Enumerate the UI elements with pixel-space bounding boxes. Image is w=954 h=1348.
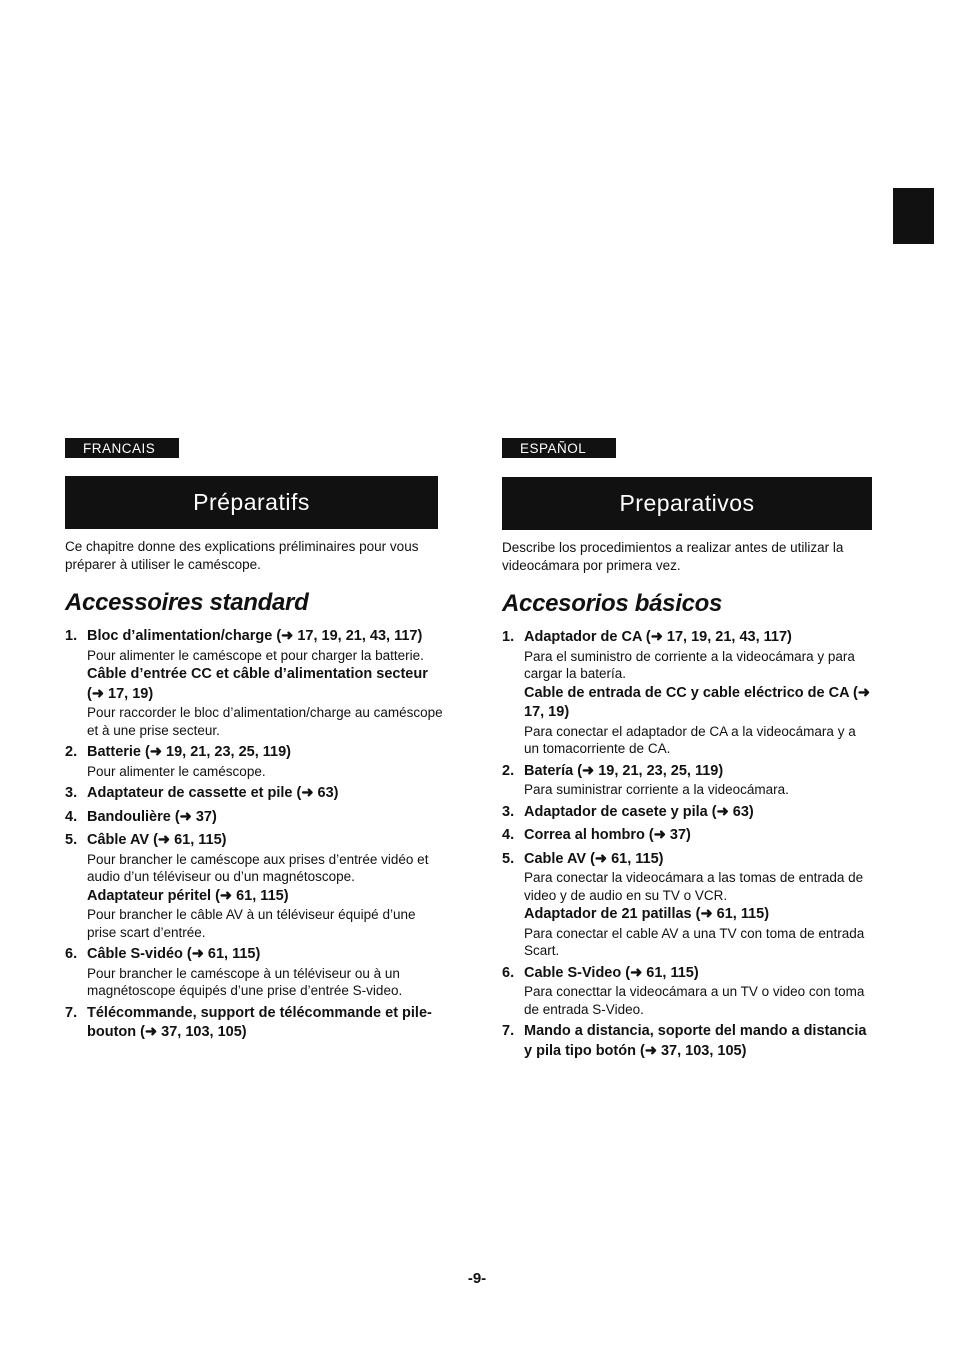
list-item	[502, 826, 874, 846]
item-heading: Bloc d’alimentation/charge (➜ 17, 19, 21, 43, 117)	[87, 628, 423, 644]
list-item	[502, 803, 874, 823]
list-item	[65, 743, 445, 780]
item-body	[524, 1022, 874, 1061]
list-item	[65, 831, 445, 941]
item-number: 7.	[65, 1004, 78, 1021]
item-heading: Mando a distancia, soporte del mando a distancia y pila tipo botón (➜ 37, 103, 105)	[524, 1023, 867, 1059]
item-body	[87, 945, 445, 1000]
item-body	[524, 628, 874, 758]
list-item	[502, 762, 874, 799]
item-heading: Télécommande, support de télécommande et pile-bouton (➜ 37, 103, 105)	[87, 1004, 432, 1040]
item-body	[87, 1004, 445, 1043]
list-item	[65, 808, 445, 828]
item-heading: Adaptador de casete y pila (➜ 63)	[524, 803, 754, 820]
item-number: 1.	[65, 628, 78, 644]
item-number: 3.	[65, 785, 78, 801]
item-description: Para el suministro de corriente a la videocámara y para cargar la batería.	[524, 648, 855, 681]
section-edge-tab	[893, 188, 934, 244]
item-description: Pour brancher le caméscope à un téléviseur ou à un magnétoscope équipés d’une prise d’entrée S-video.	[87, 965, 403, 998]
language-tag: ESPAÑOL	[502, 438, 616, 458]
item-description: Pour alimenter le caméscope.	[87, 763, 266, 779]
chapter-title: Préparatifs	[193, 489, 310, 515]
item-number: 5.	[502, 850, 515, 867]
chapter-title: Preparativos	[619, 490, 755, 516]
item-number: 5.	[65, 832, 78, 848]
item-sub-description: Para conectar el adaptador de CA a la videocámara y a un tomacorriente de CA.	[524, 723, 856, 756]
item-heading: Câble S-vidéo (➜ 61, 115)	[87, 946, 261, 962]
item-subheading: Câble d’entrée CC et câble d’alimentation secteur (➜ 17, 19)	[87, 666, 428, 702]
item-body	[524, 803, 874, 823]
item-subheading: Adaptateur péritel (➜ 61, 115)	[87, 887, 289, 904]
list-item	[65, 1004, 445, 1043]
item-number: 2.	[502, 762, 515, 779]
section-title: Accesorios básicos	[502, 590, 723, 617]
item-number: 4.	[502, 827, 515, 843]
list-item	[502, 964, 874, 1019]
accessory-list	[65, 627, 445, 1043]
item-heading: Batterie (➜ 19, 21, 23, 25, 119)	[87, 744, 291, 760]
list-item	[65, 784, 445, 804]
item-heading: Câble AV (➜ 61, 115)	[87, 832, 227, 848]
item-body	[524, 826, 874, 846]
item-subheading: Cable de entrada de CC y cable eléctrico de CA (➜ 17, 19)	[524, 684, 871, 720]
item-body	[524, 762, 874, 799]
item-heading: Adaptateur de cassette et pile (➜ 63)	[87, 785, 339, 801]
item-number: 3.	[502, 803, 515, 820]
item-description: Para suministrar corriente a la videocámara.	[524, 782, 789, 797]
item-sub-description: Para conectar el cable AV a una TV con toma de entrada Scart.	[524, 925, 865, 958]
item-body	[524, 850, 874, 960]
item-body	[87, 627, 445, 739]
column-french	[65, 438, 445, 1047]
item-sub-description: Pour raccorder le bloc d’alimentation/charge au caméscope et à une prise secteur.	[87, 705, 443, 738]
chapter-title-bar	[65, 476, 438, 529]
item-number: 1.	[502, 629, 515, 645]
item-number: 7.	[502, 1023, 515, 1039]
chapter-intro: Describe los procedimientos a realizar antes de utilizar la videocámara por primera vez.	[502, 540, 844, 573]
accessory-list	[502, 628, 874, 1061]
item-heading: Adaptador de CA (➜ 17, 19, 21, 43, 117)	[524, 629, 792, 645]
item-heading: Cable AV (➜ 61, 115)	[524, 850, 664, 867]
item-heading: Correa al hombro (➜ 37)	[524, 827, 691, 843]
item-description: Para conecttar la videocámara a un TV o video con toma de entrada S-Video.	[524, 984, 865, 1017]
item-number: 6.	[502, 964, 515, 981]
item-description: Pour alimenter le caméscope et pour charger la batterie.	[87, 647, 424, 663]
item-description: Para conectar la videocámara a las tomas de entrada de video y de audio en su TV o VCR.	[524, 870, 864, 903]
page-number: -9-	[467, 1270, 487, 1287]
item-sub-description: Pour brancher le câble AV à un téléviseur équipé d’une prise scart d’entrée.	[87, 907, 416, 940]
item-body	[87, 808, 445, 828]
item-subheading: Adaptador de 21 patillas (➜ 61, 115)	[524, 906, 770, 922]
item-body	[87, 831, 445, 941]
chapter-intro: Ce chapitre donne des explications préliminaires pour vous préparer à utiliser le caméscope.	[65, 539, 419, 572]
language-tag: FRANCAIS	[65, 438, 179, 458]
item-body	[87, 784, 445, 804]
item-heading: Batería (➜ 19, 21, 23, 25, 119)	[524, 762, 724, 779]
list-item	[502, 628, 874, 758]
list-item	[65, 627, 445, 739]
list-item	[65, 945, 445, 1000]
section-title: Accessoires standard	[65, 589, 309, 616]
item-heading: Bandoulière (➜ 37)	[87, 808, 217, 825]
item-number: 2.	[65, 744, 78, 760]
item-body	[524, 964, 874, 1019]
list-item	[502, 850, 874, 960]
item-number: 4.	[65, 808, 78, 825]
item-number: 6.	[65, 946, 78, 962]
list-item	[502, 1022, 874, 1061]
chapter-title-bar	[502, 477, 872, 530]
column-spanish	[502, 438, 874, 1065]
item-body	[87, 743, 445, 780]
item-description: Pour brancher le caméscope aux prises d’entrée vidéo et audio d’un téléviseur ou d’un magnétoscope.	[87, 851, 429, 884]
item-heading: Cable S-Video (➜ 61, 115)	[524, 964, 699, 981]
